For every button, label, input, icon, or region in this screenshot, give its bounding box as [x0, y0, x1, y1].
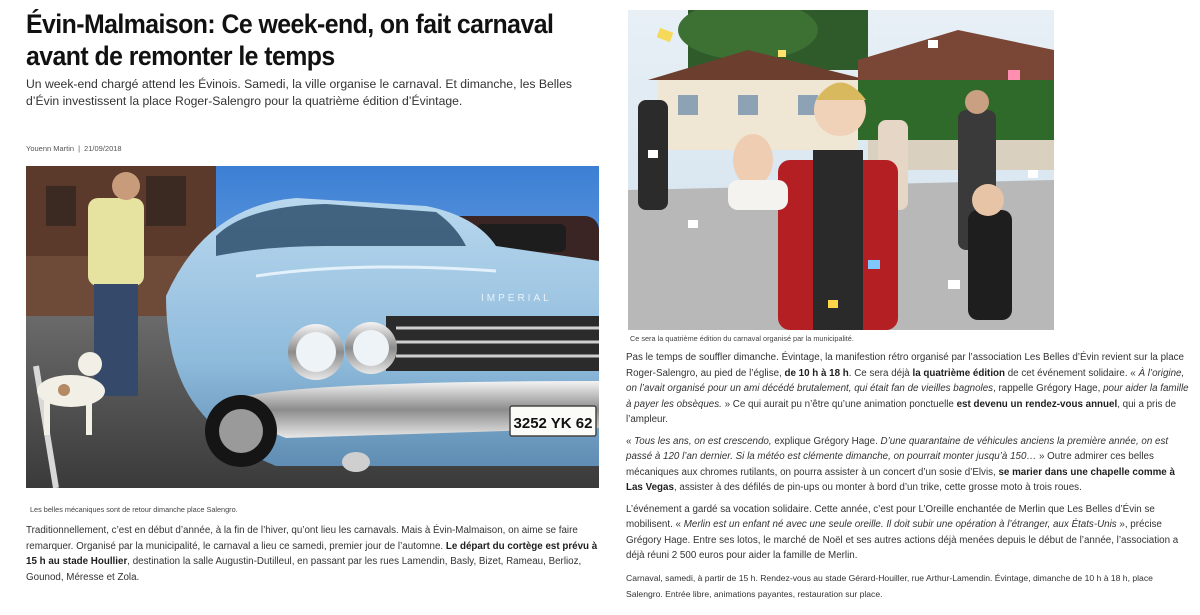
- license-plate: [510, 406, 596, 436]
- license-plate-text: 3252 YK 62: [513, 415, 593, 432]
- byline: [26, 144, 122, 153]
- article-headline: Évin-Malmaison: Ce week-end, on fait carnaval avant de remonter le temps: [26, 9, 554, 71]
- grille-lettering: IMPERIAL: [481, 293, 552, 304]
- man-shirt: [88, 198, 144, 286]
- classic-car-illustration: [26, 166, 599, 488]
- practical-info-note: Carnaval, samedi, à partir de 15 h. Rendez-vous au stade Gérard-Houiller, rue Arthur-Lamendin. Évintage, dimanche de 10 h à 18 h, place Salengro. Entrée libre, animations payantes, restauration sur place.: [626, 572, 1153, 599]
- article-lead: Un week-end chargé attend les Évinois. Samedi, la ville organise le carnaval. Et dimanche, les Belles d’Évin investissent la place Roger-Salengro pour la quatrième édition d’Évintage.: [26, 77, 573, 108]
- publish-date: 21/09/2018: [84, 144, 122, 153]
- bold-parade-start: Le départ du cortège est prévu à 15 h au stade Houllier: [26, 540, 598, 567]
- classic-car-photo[interactable]: [26, 166, 599, 488]
- article-body-left: [26, 523, 602, 585]
- carnival-photo-caption: Ce sera la quatrième édition du carnaval organisé par la municipalité.: [630, 334, 854, 343]
- paragraph-evintage: Pas le temps de souffler dimanche. Évintage, la manifestion rétro organisé par l’association Les Belles d’Évin revient sur la place Roger-Salengro, au pied de l’église, de 10 h à 18 h. Ce sera déjà la quatrième édition de cet événement solidaire. « À l’origine, on l’avait organisé pour un ami décédé brutalement, qui était fan de vieilles bagnoles, rappelle Grégory Hage, pour aider la famille à payer les obsèques. » Ce qui aurait pu n’être qu’une animation ponctuelle est devenu un rendez-vous annuel, qui a pris de l’ampleur.: [626, 352, 1189, 425]
- author-name[interactable]: Youenn Martin: [26, 144, 75, 153]
- car-photo-caption: Les belles mécaniques sont de retour dimanche place Salengro.: [30, 505, 238, 514]
- byline-separator: |: [78, 144, 81, 153]
- paragraph-merlin: L’événement a gardé sa vocation solidaire. Cette année, c’est pour L’Oreille enchantée de Merlin que Les Belles d’Évin se mobilisent. « Merlin est un enfant né avec une seule oreille. Il doit subir une opération à l’étranger, aux États-Unis », précise Grégory Hage. Entre ses lotos, le marché de Noël et ses autres actions déjà menées depuis le début de l’année, l’association a déjà réuni 2 500 euros pour aider la famille de Merlin.: [626, 503, 1179, 561]
- article-body-right: [626, 350, 1190, 608]
- carnival-photo[interactable]: [628, 10, 1054, 330]
- paragraph-crescendo: « Tous les ans, on est crescendo, explique Grégory Hage. D’une quarantaine de véhicules anciens la première année, on est passé à 120 l’an dernier. Si la météo est clémente dimanche, on pourrait monter jusqu’à 150… » Outre admirer ces belles mécaniques aux chromes rutilants, on pourra assister à un concert d’un sosie d’Elvis, se marier dans une chapelle comme à Las Vegas, assister à des défilés de pin-ups ou monter à bord d’un trike, cette grosse moto à trois roues.: [626, 435, 1175, 493]
- carnival-illustration: [628, 10, 1054, 330]
- left-column: [26, 0, 602, 583]
- paragraph-carnival: Traditionnellement, c’est en début d’année, à la fin de l’hiver, qu’ont lieu les carnavals. Mais à Évin-Malmaison, on aime se faire remarquer. Organisé par la municipalité, le carnaval a lieu ce samedi, premier jour de l’automne. Le départ du cortège est prévu à 15 h au stade Houllier, destination la salle Augustin-Dutilleul, en passant par les rues Lamendin, Basly, Bizet, Rameau, Berlioz, Gounod, Méresse et Zola.: [26, 525, 598, 583]
